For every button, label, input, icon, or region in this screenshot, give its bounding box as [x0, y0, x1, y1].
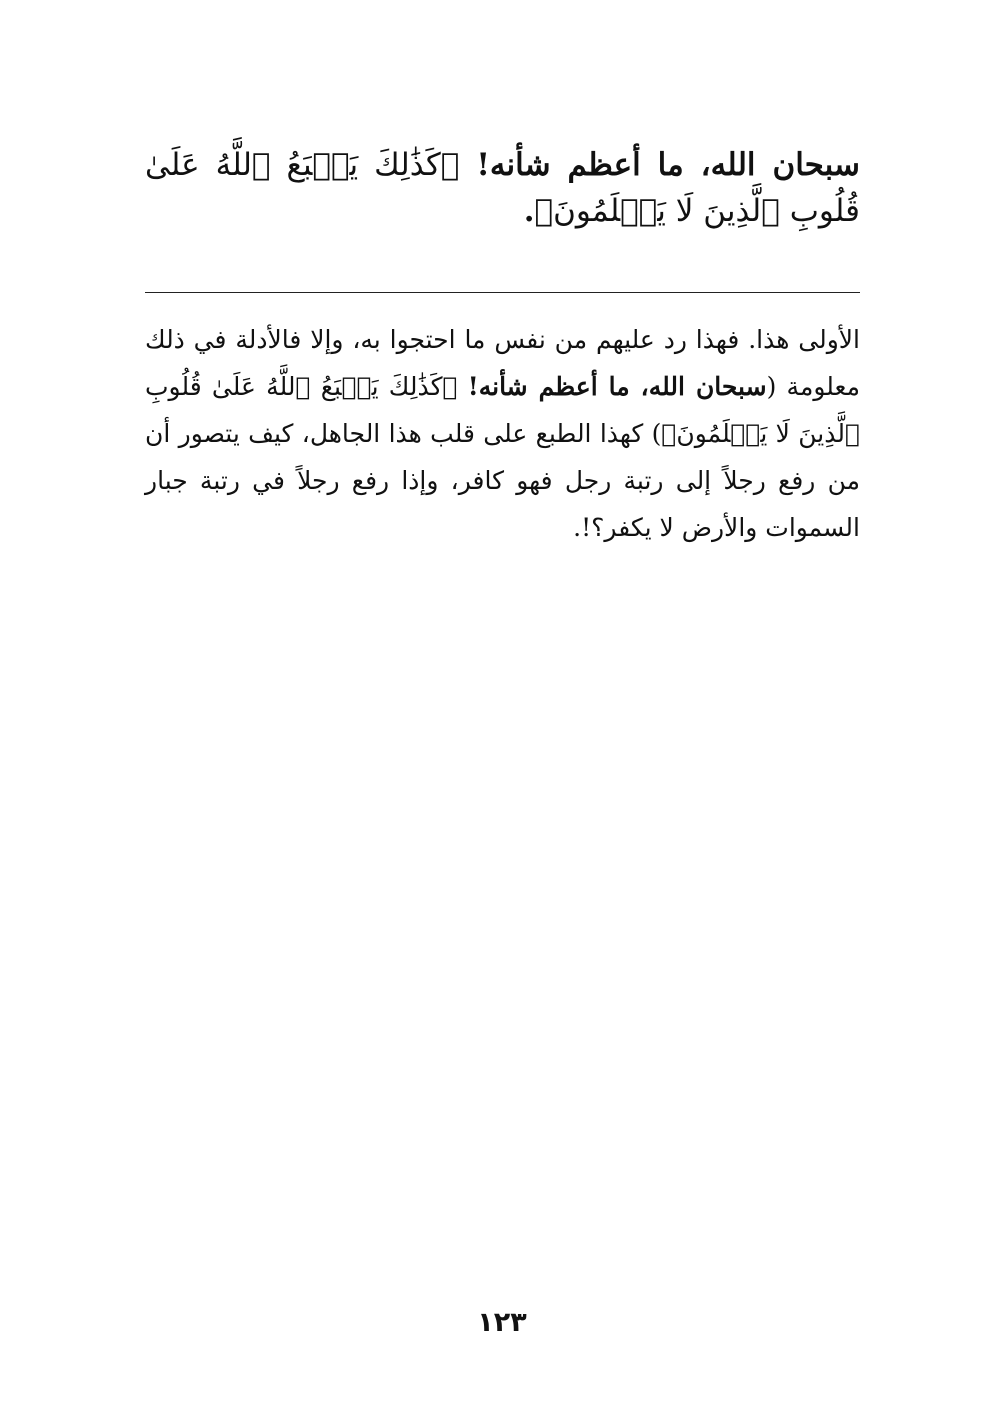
footnote-bold-exclamation: سبحان الله، ما أعظم شأنه! — [467, 372, 767, 401]
main-paragraph — [145, 142, 860, 234]
footnote-paragraph — [145, 316, 860, 551]
page-number: ١٢٣ — [477, 1307, 527, 1338]
footnote-quran-verse: ﴿كَذَٰلِكَ يَطۡبَعُ ٱللَّهُ عَلَىٰ قُلُوبِ ٱلَّذِينَ لَا يَعۡلَمُونَ﴾ — [145, 372, 860, 448]
main-end-mark: . — [523, 193, 535, 229]
footnote-divider — [145, 292, 860, 293]
main-exclamation: سبحان الله، ما أعظم شأنه! — [476, 147, 861, 183]
main-quran-verse: ﴿كَذَٰلِكَ يَطۡبَعُ ٱللَّهُ عَلَىٰ قُلُوبِ ٱلَّذِينَ لَا يَعۡلَمُونَ﴾ — [145, 147, 860, 229]
footnote-text-start: الأولى هذا. فهذا رد عليهم من نفس ما احتجوا به، وإلا فالأدلة في ذلك معلومة ( — [145, 325, 860, 401]
footnote-text-end: ) كهذا الطبع على قلب هذا الجاهل، كيف يتصور أن من رفع رجلاً إلى رتبة رجل فهو كافر، وإذا رفع رجلاً في رتبة جبار السموات والأرض لا يكفر؟!. — [145, 419, 860, 542]
